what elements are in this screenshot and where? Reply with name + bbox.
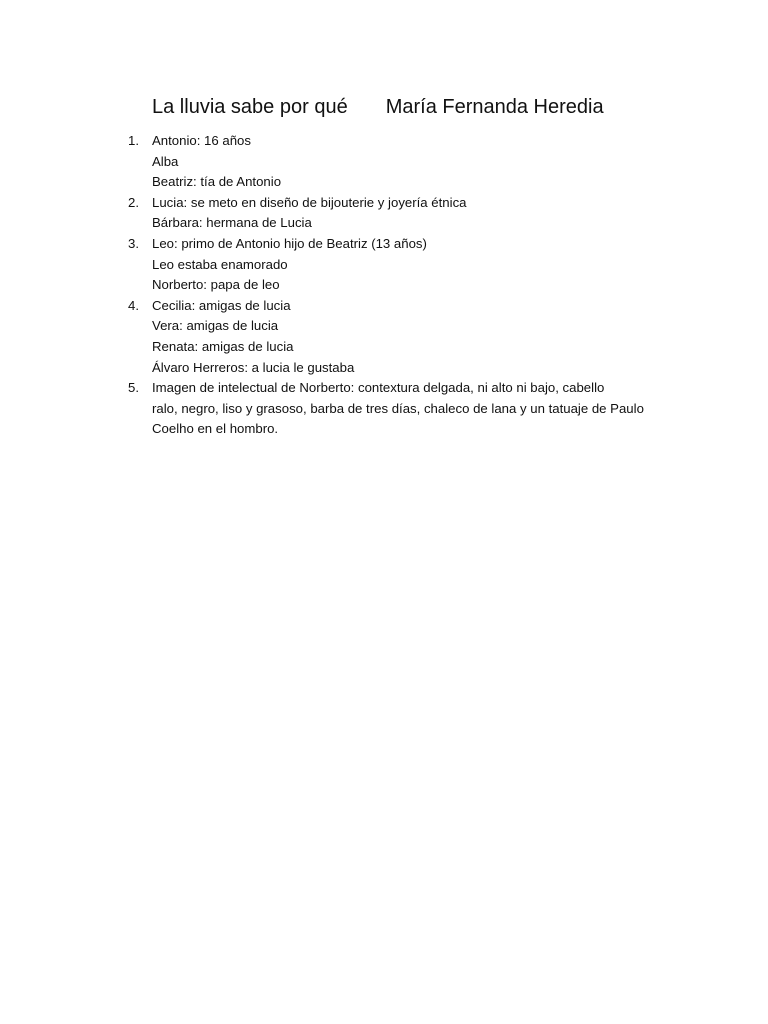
list-item-number: 2. xyxy=(128,194,139,210)
list-item-line: Leo estaba enamorado xyxy=(152,256,288,272)
list-item-text xyxy=(152,234,672,296)
document-author: María Fernanda Heredia xyxy=(385,96,604,118)
list-item-line: ralo, negro, liso y grasoso, barba de tres días, chaleco de lana y un tatuaje de Paulo xyxy=(152,400,644,416)
list-item xyxy=(0,193,768,234)
list-item-line: Norberto: papa de leo xyxy=(152,277,280,293)
list-item-line: Alba xyxy=(152,153,179,169)
list-item-line: Álvaro Herreros: a lucia le gustaba xyxy=(152,359,355,375)
list-item xyxy=(0,378,768,440)
list-item-line: Renata: amigas de lucia xyxy=(152,338,294,354)
list-item-line: Imagen de intelectual de Norberto: contextura delgada, ni alto ni bajo, cabello xyxy=(152,380,605,396)
list-item-line: Vera: amigas de lucia xyxy=(152,318,279,334)
list-item-text xyxy=(152,131,672,193)
list-item-number: 5. xyxy=(128,380,139,396)
list-item-text xyxy=(152,378,672,440)
list-item xyxy=(0,131,768,193)
title-row xyxy=(152,92,604,122)
character-list xyxy=(0,131,768,440)
list-item-line: Antonio: 16 años xyxy=(152,133,251,148)
list-item-line: Bárbara: hermana de Lucia xyxy=(152,215,312,231)
list-item-text xyxy=(152,193,672,234)
list-item xyxy=(0,296,768,378)
list-item-number: 4. xyxy=(128,297,139,313)
document-title: La lluvia sabe por qué xyxy=(152,96,348,118)
list-item-line: Coelho en el hombro. xyxy=(152,421,279,437)
list-item xyxy=(0,234,768,296)
list-item-number: 1. xyxy=(128,133,139,148)
list-item-text xyxy=(152,296,672,378)
list-item-line: Leo: primo de Antonio hijo de Beatriz (13 años) xyxy=(152,235,427,251)
list-item-line: Beatriz: tía de Antonio xyxy=(152,174,282,190)
list-item-line: Cecilia: amigas de lucia xyxy=(152,297,291,313)
list-item-line: Lucia: se meto en diseño de bijouterie y joyería étnica xyxy=(152,194,467,210)
list-item-number: 3. xyxy=(128,235,139,251)
